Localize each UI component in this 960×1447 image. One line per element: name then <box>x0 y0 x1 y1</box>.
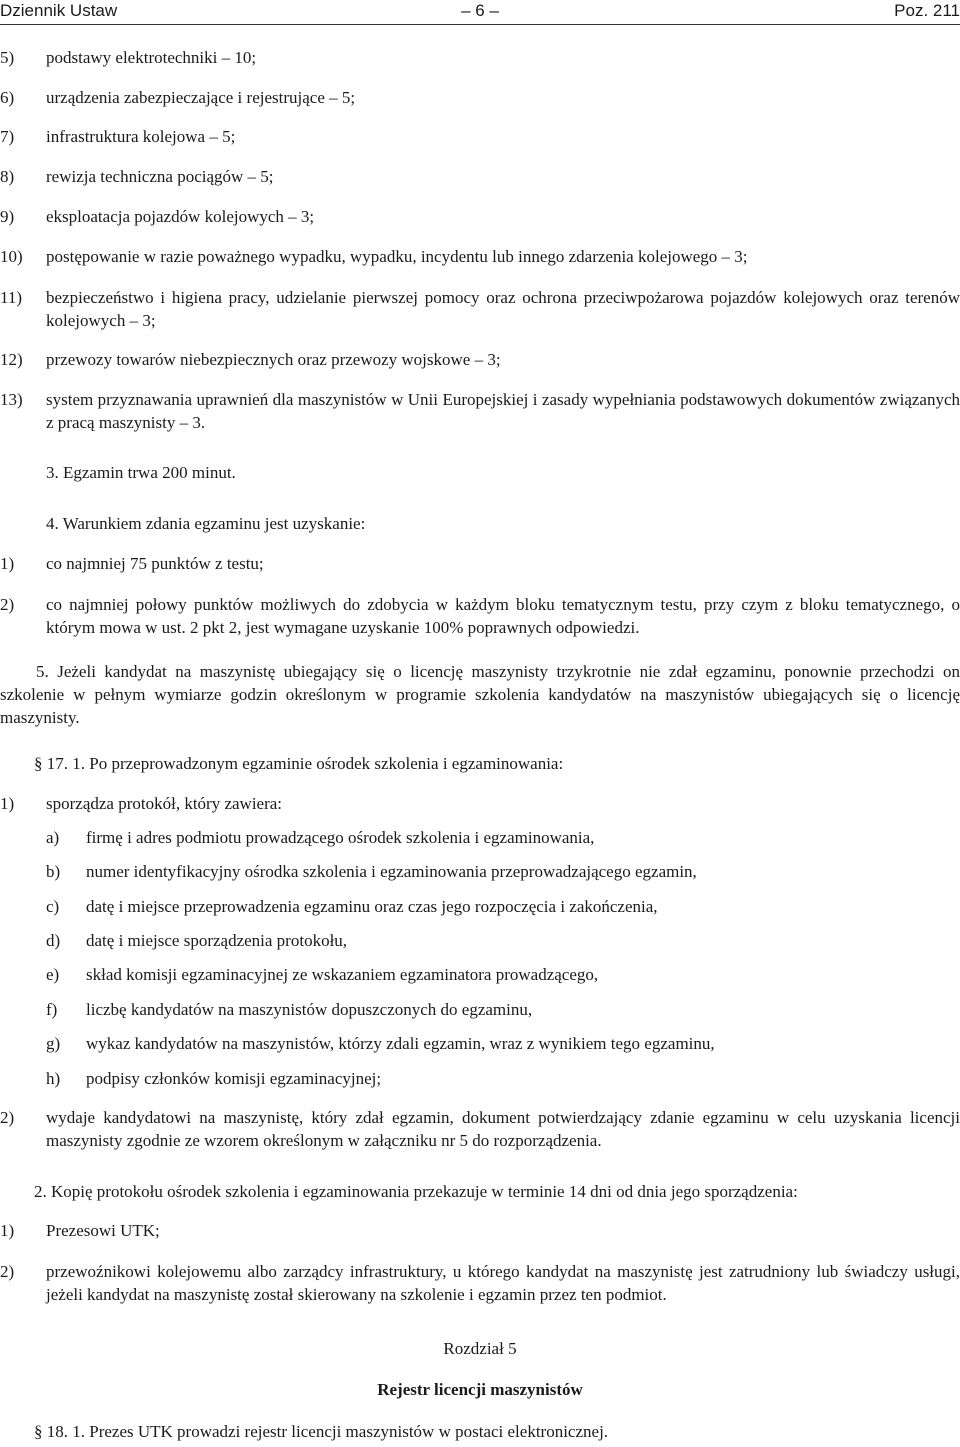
sub-list-item-text: numer identyfikacyjny ośrodka szkolenia i egzaminowania przeprowadzającego egzamin, <box>86 862 697 881</box>
sub-list-item-letter: c) <box>46 897 60 916</box>
list-item-number: 10) <box>0 247 23 266</box>
sub-list-item-letter: d) <box>46 931 61 950</box>
section-17: § 17. 1. Po przeprowadzonym egzaminie ośrodek szkolenia i egzaminowania: <box>34 754 564 773</box>
section-17-paragraph-2: 2. Kopię protokołu ośrodek szkolenia i egzaminowania przekazuje w terminie 14 dni od dnia jego sporządzenia: <box>34 1182 798 1201</box>
sub-list-item-text: datę i miejsce sporządzenia protokołu, <box>86 931 348 950</box>
sub-list-item-letter: a) <box>46 828 60 847</box>
paragraph-4: 4. Warunkiem zdania egzaminu jest uzyskanie: <box>46 514 366 533</box>
list-item-number: 6) <box>0 88 15 107</box>
sub-list-item-text: firmę i adres podmiotu prowadzącego ośrodek szkolenia i egzaminowania, <box>86 828 595 847</box>
list-item-number: 9) <box>0 207 15 226</box>
paragraph-5: 5. Jeżeli kandydat na maszynistę ubiegający się o licencję maszynisty trzykrotnie nie zdał egzaminu, ponownie przechodzi on szkolenie w pełnym wymiarze godzin określonym w programie szkolenia kandydatów na maszynistów ubiegających się o licencję maszynisty. <box>0 662 960 727</box>
chapter-number: Rozdział 5 <box>443 1339 517 1358</box>
sub-list-item-letter: g) <box>46 1034 61 1053</box>
list-item-number: 5) <box>0 48 15 67</box>
chapter-title: Rejestr licencji maszynistów <box>377 1380 583 1399</box>
list-item-text: co najmniej połowy punktów możliwych do zdobycia w każdym bloku tematycznym testu, przy czym z bloku tematycznego, o którym mowa w ust. 2 pkt 2, jest wymagane uzyskanie 100% poprawnych odpowiedzi. <box>46 595 960 637</box>
list-item-text: postępowanie w razie poważnego wypadku, wypadku, incydentu lub innego zdarzenia kolejowego – 3; <box>46 247 748 266</box>
list-item-text: sporządza protokół, który zawiera: <box>46 794 283 813</box>
sub-list-item-text: liczbę kandydatów na maszynistów dopuszczonych do egzaminu, <box>86 1000 533 1019</box>
section-18: § 18. 1. Prezes UTK prowadzi rejestr licencji maszynistów w postaci elektronicznej. <box>34 1422 609 1441</box>
list-item-number: 2) <box>0 1108 15 1127</box>
list-item-number: 11) <box>0 288 23 307</box>
list-item-text: rewizja techniczna pociągów – 5; <box>46 167 274 186</box>
list-item-number: 2) <box>0 595 15 614</box>
list-item-text: bezpieczeństwo i higiena pracy, udzielanie pierwszej pomocy oraz ochrona przeciwpożarowa pojazdów kolejowych oraz terenów kolejowych – 3; <box>46 288 960 330</box>
sub-list-item-letter: b) <box>46 862 61 881</box>
list-item-text: eksploatacja pojazdów kolejowych – 3; <box>46 207 315 226</box>
list-item-text: przewozy towarów niebezpiecznych oraz przewozy wojskowe – 3; <box>46 350 501 369</box>
list-item-text: przewoźnikowi kolejowemu albo zarządcy infrastruktury, u którego kandydat na maszynistę jest zatrudniony lub świadczy usługi, jeżeli kandydat na maszynistę został skierowany na szkolenie i egzamin przez ten podmiot. <box>46 1262 960 1304</box>
sub-list-item-letter: h) <box>46 1069 61 1088</box>
list-item-number: 1) <box>0 554 15 573</box>
list-item-number: 7) <box>0 127 15 146</box>
position-number: Poz. 211 <box>894 1 960 20</box>
list-item-text: infrastruktura kolejowa – 5; <box>46 127 236 146</box>
page-number: – 6 – <box>461 1 499 20</box>
list-item-number: 1) <box>0 794 15 813</box>
list-item-number: 2) <box>0 1262 15 1281</box>
list-item-text: podstawy elektrotechniki – 10; <box>46 48 257 67</box>
sub-list-item-text: wykaz kandydatów na maszynistów, którzy zdali egzamin, wraz z wynikiem tego egzaminu, <box>86 1034 715 1053</box>
paragraph-3: 3. Egzamin trwa 200 minut. <box>46 463 236 482</box>
sub-list-item-letter: f) <box>46 1000 58 1019</box>
sub-list-item-text: podpisy członków komisji egzaminacyjnej; <box>86 1069 382 1088</box>
sub-list-item-text: skład komisji egzaminacyjnej ze wskazaniem egzaminatora prowadzącego, <box>86 965 599 984</box>
list-item-text: co najmniej 75 punktów z testu; <box>46 554 264 573</box>
list-item-number: 12) <box>0 350 23 369</box>
list-item-number: 8) <box>0 167 15 186</box>
list-item-number: 1) <box>0 1221 15 1240</box>
list-item-text: wydaje kandydatowi na maszynistę, który zdał egzamin, dokument potwierdzający zdanie egzaminu w celu uzyskania licencji maszynisty zgodnie ze wzorem określonym w załączniku nr 5 do rozporządzenia. <box>46 1108 960 1150</box>
journal-title: Dziennik Ustaw <box>0 1 118 20</box>
page-header <box>0 0 960 25</box>
list-item-number: 13) <box>0 390 23 409</box>
sub-list-item-letter: e) <box>46 965 60 984</box>
sub-list-item-text: datę i miejsce przeprowadzenia egzaminu oraz czas jego rozpoczęcia i zakończenia, <box>86 897 658 916</box>
list-item-text: Prezesowi UTK; <box>46 1221 160 1240</box>
list-item-text: system przyznawania uprawnień dla maszynistów w Unii Europejskiej i zasady wypełniania podstawowych dokumentów związanych z pracą maszynisty – 3. <box>46 390 960 432</box>
list-item-text: urządzenia zabezpieczające i rejestrujące – 5; <box>46 88 356 107</box>
